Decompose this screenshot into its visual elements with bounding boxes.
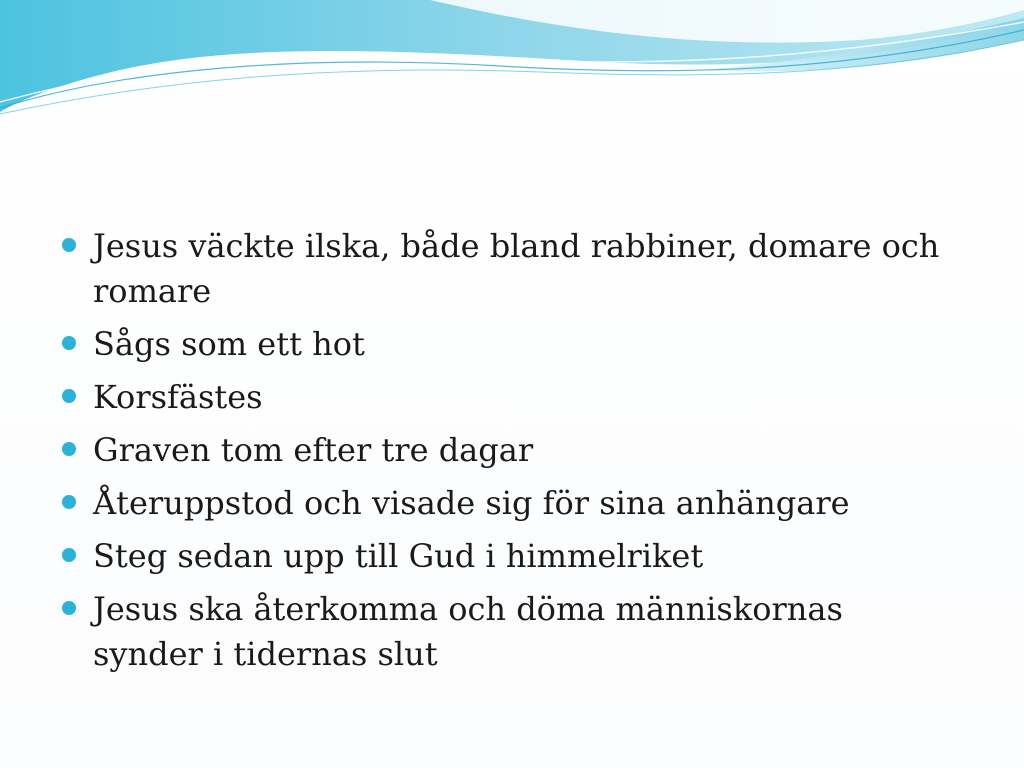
content-area [62, 224, 962, 685]
bullet-dot-icon [62, 389, 76, 403]
bullet-list [62, 224, 962, 677]
bullet-item [62, 224, 962, 314]
bullet-text: Jesus väckte ilska, både bland rabbiner, domare och romare [93, 227, 940, 310]
bullet-item [62, 587, 962, 677]
bullet-dot-icon [62, 548, 76, 562]
bullet-dot-icon [62, 442, 76, 456]
bullet-text: Jesus ska återkomma och döma människornas synder i tidernas slut [93, 590, 843, 673]
bullet-dot-icon [62, 238, 76, 252]
bullet-text: Återuppstod och visade sig för sina anhängare [93, 484, 850, 522]
bullet-item [62, 375, 962, 420]
bullet-text: Sågs som ett hot [93, 325, 365, 363]
bullet-item [62, 322, 962, 367]
bullet-item [62, 534, 962, 579]
bullet-item [62, 481, 962, 526]
wave-header-decoration [0, 0, 1024, 120]
bullet-dot-icon [62, 336, 76, 350]
bullet-text: Korsfästes [93, 378, 263, 416]
bullet-item [62, 428, 962, 473]
bullet-text: Graven tom efter tre dagar [93, 431, 534, 469]
bullet-dot-icon [62, 495, 76, 509]
bullet-text: Steg sedan upp till Gud i himmelriket [93, 537, 704, 575]
bullet-dot-icon [62, 601, 76, 615]
